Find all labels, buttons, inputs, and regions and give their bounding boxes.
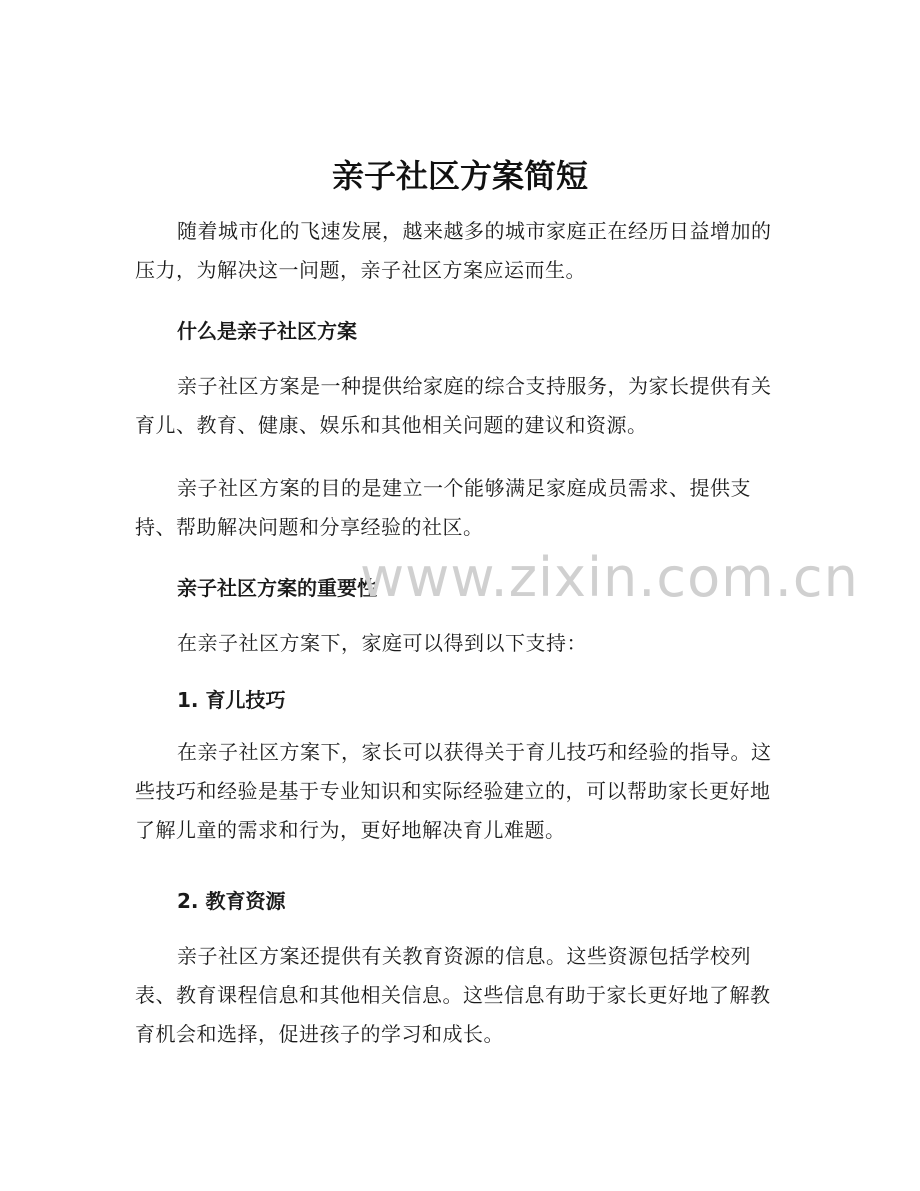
section-heading-importance: 亲子社区方案的重要性 — [177, 576, 377, 600]
education-resources-paragraph: 亲子社区方案还提供有关教育资源的信息。这些资源包括学校列表、教育课程信息和其他相关信息。这些信息有助于家长更好地了解教育机会和选择，促进孩子的学习和成长。 — [135, 944, 771, 1046]
definition-paragraph: 亲子社区方案是一种提供给家庭的综合支持服务，为家长提供有关育儿、教育、健康、娱乐和其他相关问题的建议和资源。 — [135, 374, 772, 437]
section-heading-parenting-skills: 1. 育儿技巧 — [177, 688, 286, 712]
parenting-skills-paragraph: 在亲子社区方案下，家长可以获得关于育儿技巧和经验的指导。这些技巧和经验是基于专业知识和实际经验建立的，可以帮助家长更好地了解儿童的需求和行为，更好地解决育儿难题。 — [135, 740, 772, 842]
support-intro-paragraph: 在亲子社区方案下，家庭可以得到以下支持： — [177, 631, 587, 655]
section-heading-education-resources: 2. 教育资源 — [177, 889, 286, 913]
document-title: 亲子社区方案简短 — [331, 157, 588, 195]
section-heading-what-is: 什么是亲子社区方案 — [177, 319, 357, 343]
watermark-text: www.zixin.com.cn — [360, 546, 859, 609]
purpose-paragraph: 亲子社区方案的目的是建立一个能够满足家庭成员需求、提供支持、帮助解决问题和分享经验的社区。 — [135, 476, 751, 539]
intro-paragraph: 随着城市化的飞速发展，越来越多的城市家庭正在经历日益增加的压力，为解决这一问题，亲子社区方案应运而生。 — [135, 219, 772, 282]
